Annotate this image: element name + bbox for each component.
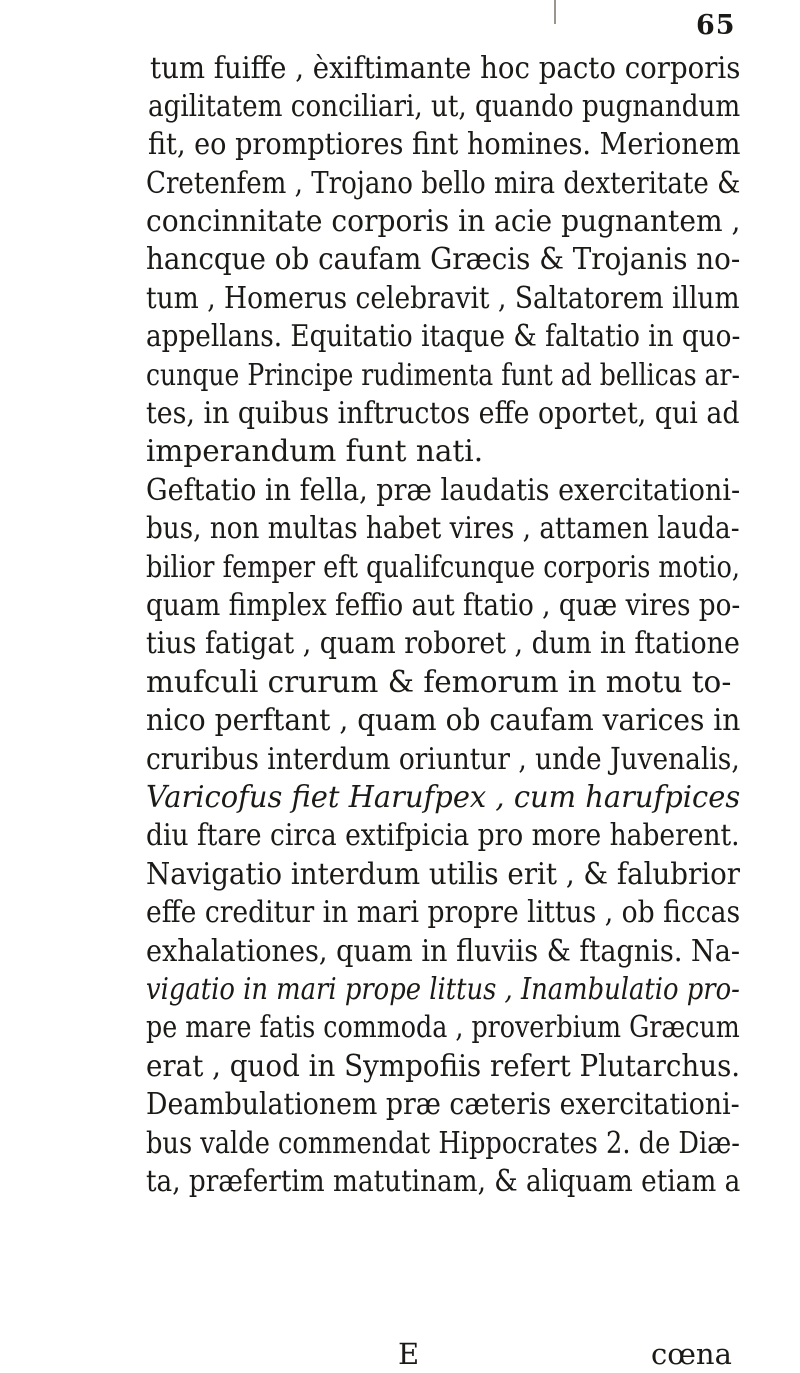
margin-mark xyxy=(554,0,556,24)
text-line: Varicofus fiet Harufpex , cum harufpices xyxy=(146,780,741,814)
text-line: cruribus interdum oriuntur , unde Juvenalis, xyxy=(146,742,740,776)
page-number: 65 xyxy=(696,10,736,41)
text-line: exhalationes, quam in fluviis & ftagnis. Na- xyxy=(146,934,741,968)
text-line: ta, præfertim matutinam, & aliquam etiam a xyxy=(146,1164,741,1198)
text-line: erat , quod in Sympofiis refert Plutarchus. xyxy=(146,1049,741,1083)
signature-mark: E xyxy=(398,1337,420,1371)
text-line: tes, in quibus inftructos effe oportet, qui ad xyxy=(146,396,740,430)
text-line: pe mare fatis commoda , proverbium Græcum xyxy=(146,1010,740,1044)
text-line: concinnitate corporis in acie pugnantem , xyxy=(146,204,741,238)
catchword: cœna xyxy=(651,1337,732,1371)
text-line: Cretenfem , Trojano bello mira dexteritate & xyxy=(146,166,741,200)
text-line: quam fimplex feffio aut ftatio , quæ vires po- xyxy=(146,588,741,622)
text-line: bus, non multas habet vires , attamen lauda- xyxy=(146,511,740,545)
text-line: cunque Principe rudimenta funt ad bellicas ar- xyxy=(146,358,740,392)
text-line: nico perftant , quam ob caufam varices in xyxy=(146,703,741,737)
text-line: imperandum funt nati. xyxy=(146,434,484,468)
text-line: hancque ob caufam Græcis & Trojanis no- xyxy=(146,242,741,276)
text-line: fit, eo promptiores fint homines. Merionem xyxy=(148,127,741,161)
text-line: effe creditur in mari propre littus , ob ficcas xyxy=(146,895,741,929)
text-line: Geftatio in fella, præ laudatis exercitationi- xyxy=(146,473,741,507)
text-line: appellans. Equitatio itaque & faltatio in quo- xyxy=(146,319,741,353)
text-line: tius fatigat , quam roboret , dum in ftatione xyxy=(146,626,740,660)
text-line: Navigatio interdum utilis erit , & falubrior xyxy=(146,857,741,891)
text-line: mufculi crurum & femorum in motu to- xyxy=(146,665,732,699)
text-line: diu ftare circa extifpicia pro more haberent. xyxy=(146,818,740,852)
text-line: bilior femper eft qualifcunque corporis motio, xyxy=(146,550,740,584)
text-line: tum , Homerus celebravit , Saltatorem illum xyxy=(146,281,740,315)
text-line: vigatio in mari prope littus , Inambulatio pro- xyxy=(146,972,740,1006)
text-line: Deambulationem præ cæteris exercitationi- xyxy=(146,1087,740,1121)
text-line: agilitatem conciliari, ut, quando pugnandum xyxy=(148,89,741,123)
text-line: tum fuiffe , èxiftimante hoc pacto corporis xyxy=(150,51,741,85)
text-line: bus valde commendat Hippocrates 2. de Diæ- xyxy=(146,1126,740,1160)
